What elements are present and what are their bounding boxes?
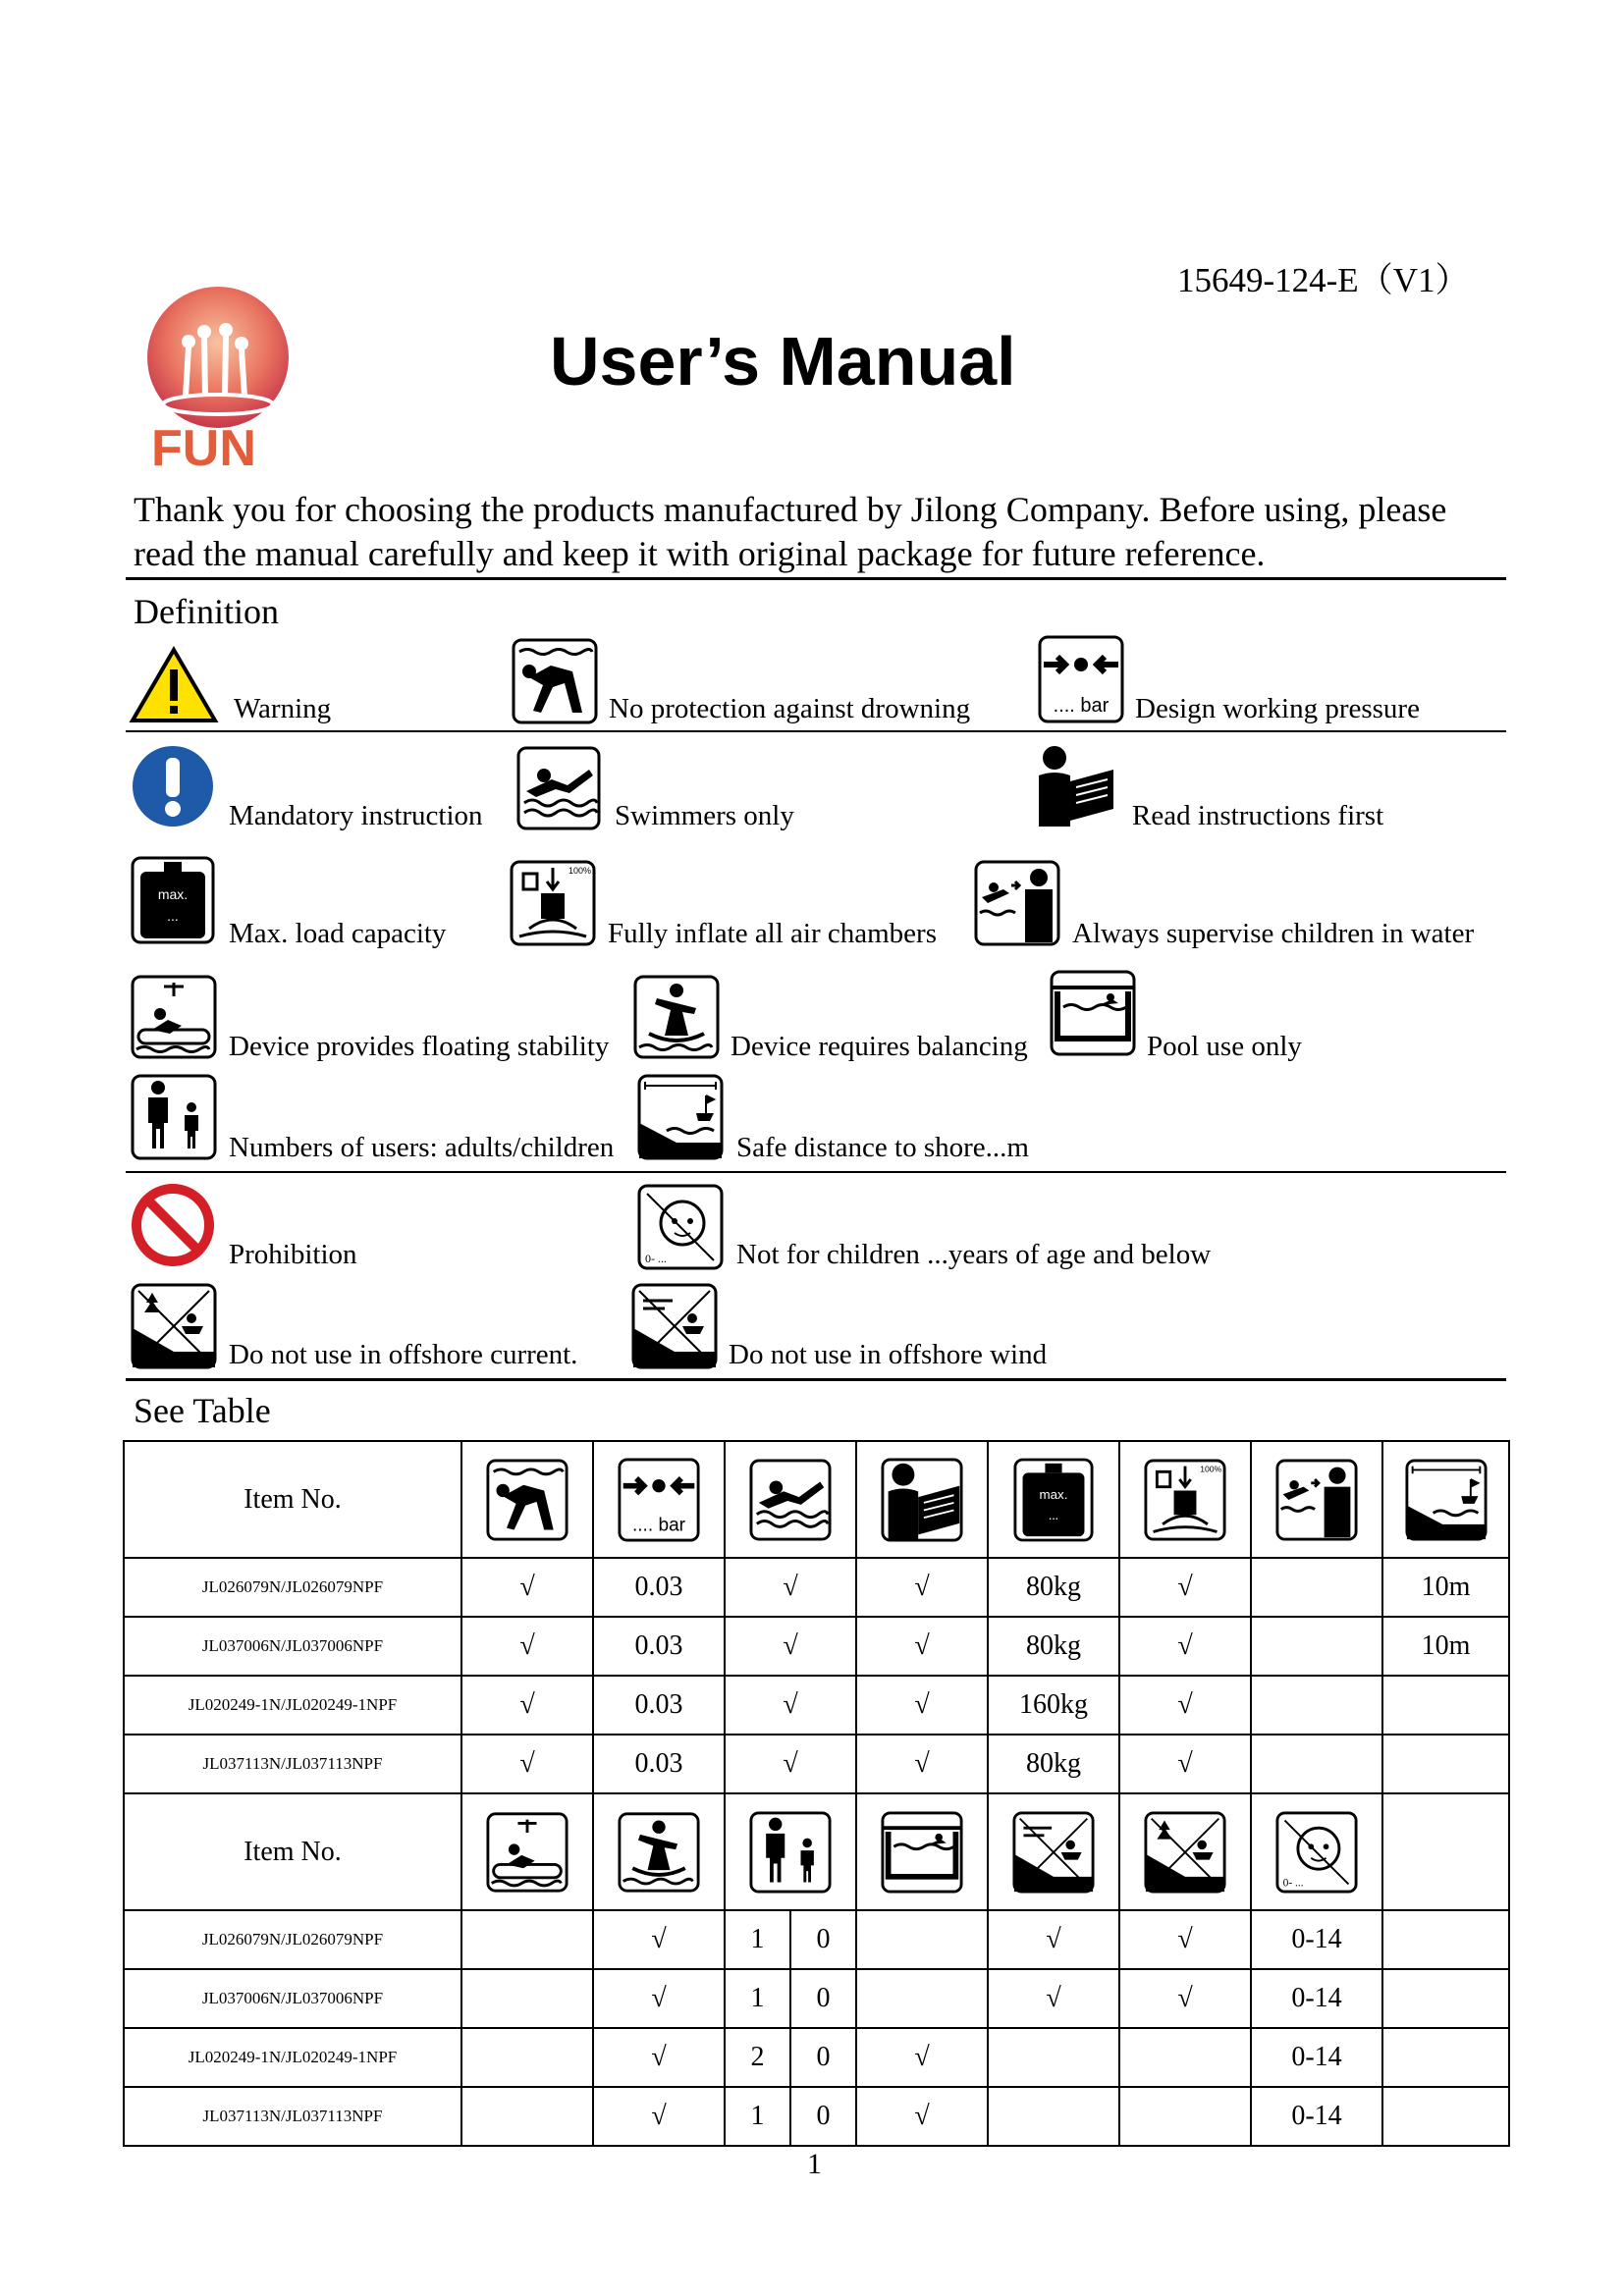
definition-label: Design working pressure bbox=[1135, 693, 1420, 724]
table-header-row bbox=[124, 1793, 1509, 1910]
divider bbox=[126, 730, 1506, 732]
users-adults-children-icon bbox=[131, 1074, 217, 1165]
table-header-row bbox=[124, 1441, 1509, 1558]
design-pressure-icon bbox=[593, 1441, 725, 1558]
definition-label: Max. load capacity bbox=[229, 918, 447, 949]
definition-label: Device provides floating stability bbox=[229, 1031, 610, 1062]
read-instructions-icon bbox=[856, 1441, 988, 1558]
svg-text:0- ...: 0- ... bbox=[645, 1252, 667, 1265]
no-protection-drowning-icon bbox=[512, 638, 598, 729]
definition-label: Not for children ...years of age and below bbox=[736, 1239, 1212, 1270]
svg-text:100%: 100% bbox=[1200, 1463, 1222, 1473]
page-number: 1 bbox=[807, 2148, 822, 2180]
divider bbox=[126, 1378, 1506, 1381]
requires-balancing-icon bbox=[593, 1793, 725, 1910]
table-row: JL026079N/JL026079NPF √ 1 0 √ √ 0-14 bbox=[124, 1910, 1509, 1969]
svg-text:100%: 100% bbox=[568, 866, 592, 876]
table-row: JL037113N/JL037113NPF √ 1 0 √ 0-14 bbox=[124, 2087, 1509, 2146]
definition-label: Prohibition bbox=[229, 1239, 357, 1270]
table-row: JL037006N/JL037006NPF √ 0.03 √ √ 80kg √ 10m bbox=[124, 1617, 1509, 1676]
definition-label: Read instructions first bbox=[1132, 800, 1384, 831]
no-offshore-current-icon bbox=[131, 1283, 217, 1374]
definition-label: Do not use in offshore wind bbox=[729, 1339, 1048, 1370]
definition-label: Numbers of users: adults/children bbox=[229, 1132, 615, 1163]
supervise-children-icon bbox=[974, 860, 1060, 951]
definition-label: No protection against drowning bbox=[609, 693, 971, 724]
safe-distance-icon bbox=[1382, 1441, 1509, 1558]
max-load-icon bbox=[131, 856, 215, 949]
svg-text:.... bar: .... bar bbox=[1053, 695, 1110, 717]
definition-label: Always supervise children in water bbox=[1072, 918, 1475, 949]
floating-stability-icon bbox=[131, 975, 217, 1064]
definition-label: Fully inflate all air chambers bbox=[608, 918, 938, 949]
document-number: 15649-124-E（V1） bbox=[1177, 261, 1470, 299]
definition-label: Mandatory instruction bbox=[229, 800, 483, 831]
pool-only-icon bbox=[856, 1793, 988, 1910]
table-row: JL037113N/JL037113NPF √ 0.03 √ √ 80kg √ bbox=[124, 1735, 1509, 1793]
see-table-heading: See Table bbox=[134, 1391, 271, 1430]
svg-text:...: ... bbox=[188, 1150, 195, 1160]
divider bbox=[126, 577, 1506, 580]
max-load-icon bbox=[988, 1441, 1119, 1558]
fully-inflate-icon bbox=[510, 860, 596, 951]
svg-text:...: ... bbox=[154, 1150, 162, 1160]
svg-text:0- ...: 0- ... bbox=[1282, 1876, 1304, 1889]
floating-stability-icon bbox=[461, 1793, 593, 1910]
item-no-header: Item No. bbox=[124, 1793, 461, 1910]
svg-text:...: ... bbox=[803, 1883, 811, 1894]
definition-label: Device requires balancing bbox=[731, 1031, 1028, 1062]
definition-label: Warning bbox=[234, 693, 332, 724]
safe-distance-icon bbox=[637, 1074, 724, 1165]
svg-text:max.: max. bbox=[1039, 1486, 1068, 1502]
svg-text:.... bar: .... bar bbox=[631, 1515, 686, 1535]
no-protection-drowning-icon bbox=[461, 1441, 593, 1558]
requires-balancing-icon bbox=[633, 975, 720, 1064]
fully-inflate-icon bbox=[1119, 1441, 1251, 1558]
definition-label: Pool use only bbox=[1147, 1031, 1302, 1062]
svg-text:...: ... bbox=[1049, 1507, 1058, 1522]
definition-label: Swimmers only bbox=[615, 800, 794, 831]
swimmers-only-icon bbox=[516, 746, 601, 835]
item-no-header: Item No. bbox=[124, 1441, 461, 1558]
divider bbox=[126, 1171, 1506, 1173]
pool-only-icon bbox=[1050, 970, 1136, 1061]
swimmers-only-icon bbox=[725, 1441, 856, 1558]
spec-table bbox=[123, 1440, 1510, 2147]
page-title: User’s Manual bbox=[550, 323, 1016, 400]
svg-text:...: ... bbox=[167, 908, 179, 924]
prohibition-icon bbox=[131, 1183, 215, 1272]
table-row: JL020249-1N/JL020249-1NPF √ 0.03 √ √ 160kg √ bbox=[124, 1676, 1509, 1735]
definition-heading: Definition bbox=[134, 592, 279, 631]
not-for-children-icon bbox=[1251, 1793, 1382, 1910]
warning-icon bbox=[129, 646, 219, 729]
table-row: JL026079N/JL026079NPF √ 0.03 √ √ 80kg √ 10m bbox=[124, 1558, 1509, 1617]
no-offshore-wind-icon bbox=[631, 1283, 718, 1374]
supervise-children-icon bbox=[1251, 1441, 1382, 1558]
definition-label: Safe distance to shore...m bbox=[736, 1132, 1029, 1163]
logo-text: FUN bbox=[151, 420, 256, 475]
table-row: JL020249-1N/JL020249-1NPF √ 2 0 √ 0-14 bbox=[124, 2028, 1509, 2087]
svg-text:max.: max. bbox=[157, 886, 189, 902]
empty-header-cell bbox=[1382, 1793, 1509, 1910]
svg-text:...: ... bbox=[772, 1883, 780, 1894]
definition-label: Do not use in offshore current. bbox=[229, 1339, 578, 1370]
table-row: JL037006N/JL037006NPF √ 1 0 √ √ 0-14 bbox=[124, 1969, 1509, 2028]
users-adults-children-icon bbox=[725, 1793, 856, 1910]
design-pressure-icon bbox=[1038, 635, 1124, 728]
no-offshore-current-icon bbox=[1119, 1793, 1251, 1910]
not-for-children-icon bbox=[637, 1184, 724, 1275]
read-instructions-icon bbox=[1031, 740, 1117, 833]
no-offshore-wind-icon bbox=[988, 1793, 1119, 1910]
mandatory-icon bbox=[131, 744, 215, 833]
company-logo bbox=[132, 279, 308, 475]
intro-paragraph: Thank you for choosing the products manufactured by Jilong Company. Before using, please read the manual carefully and keep it with original package for future reference. bbox=[134, 490, 1447, 573]
